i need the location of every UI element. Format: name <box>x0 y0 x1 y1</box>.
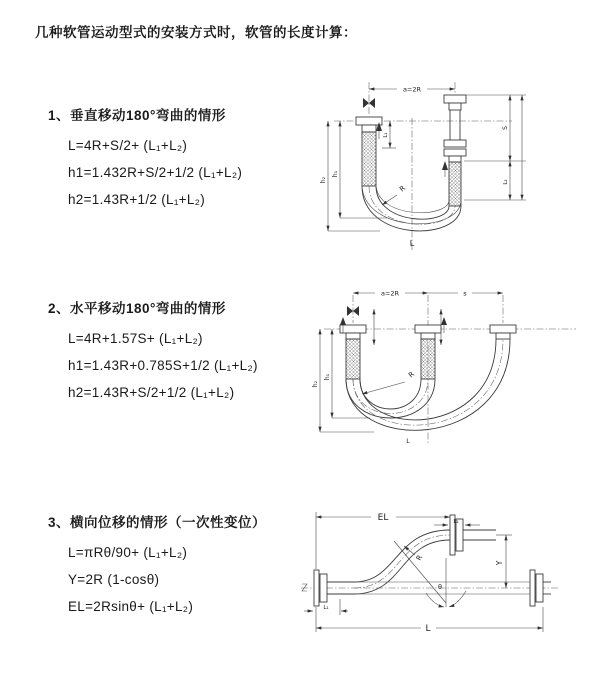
section-3-heading: 3、横向位移的情形（一次性变位） <box>48 515 267 530</box>
dim-label-l1: L₁ <box>323 605 329 611</box>
page-title: 几种软管运动型式的安装方式时，软管的长度计算： <box>35 25 357 40</box>
length-label: L <box>409 239 415 248</box>
formula-line: L=4R+1.57S+ (L₁+L₂) <box>68 331 203 346</box>
dim-label-s: S <box>502 126 509 130</box>
dim-label-a2r: a=2R <box>380 289 400 298</box>
angle-arc <box>426 593 444 607</box>
hose-braid <box>346 339 360 379</box>
formula-line: h2=1.43R+1/2 (L₁+L₂) <box>68 192 206 207</box>
dim-label-l2: L₂ <box>503 179 509 185</box>
middle-flange-fitting <box>415 325 441 379</box>
formula-line: h1=1.43R+0.785S+1/2 (L₁+L₂) <box>68 358 258 373</box>
hose-u-bend <box>346 379 435 418</box>
section-1-heading: 1、垂直移动180°弯曲的情形 <box>48 108 226 123</box>
dim-label-l1: L₁ <box>383 132 389 138</box>
dim-label-h2: h₂ <box>312 380 319 388</box>
right-flange-fitting <box>444 95 466 206</box>
section-vertical-motion <box>48 104 328 207</box>
section-2-heading: 2、水平移动180°弯曲的情形 <box>48 301 226 316</box>
radius-label: R <box>407 370 417 380</box>
hose-u-bend <box>362 184 461 231</box>
diagram-lateral-displacement <box>298 503 600 645</box>
angle-label: θ <box>438 583 442 591</box>
centerline-break-mark <box>302 584 307 591</box>
formula-line: EL=2Rsinθ+ (L₁+L₂) <box>68 599 194 614</box>
formula-line: L=πRθ/90+ (L₁+L₂) <box>68 545 188 560</box>
length-label: L <box>425 624 431 634</box>
dim-label-el: EL <box>377 513 389 523</box>
radius-label: R <box>398 184 408 194</box>
radius-label: R <box>414 553 425 562</box>
length-label: L <box>406 437 410 445</box>
dim-label-l2: L₂ <box>453 519 459 525</box>
dim-label-a2r: a=2R <box>402 85 422 94</box>
dim-label-h2: h₂ <box>320 176 327 184</box>
hose-braid <box>421 339 435 379</box>
section-lateral-displacement <box>48 511 328 614</box>
diagram-horizontal-180-bend <box>308 281 600 453</box>
dim-label-s: s <box>463 289 467 298</box>
hose-s-curve <box>354 530 450 594</box>
dim-label-h1: h₁ <box>332 170 339 178</box>
hose-braid <box>362 132 376 186</box>
left-flange-fitting <box>340 325 366 379</box>
angle-arc <box>449 591 466 607</box>
formula-line: Y=2R (1-cosθ) <box>68 572 160 587</box>
diagram-vertical-180-bend <box>312 76 592 256</box>
formula-line: h1=1.432R+S/2+1/2 (L₁+L₂) <box>68 165 243 180</box>
hose-braid <box>449 162 461 206</box>
dim-label-h1: h₁ <box>324 373 331 381</box>
dim-label-y: Y <box>495 560 504 566</box>
right-flange-fitting <box>490 325 516 339</box>
section-horizontal-motion <box>48 297 328 400</box>
formula-line: L=4R+S/2+ (L₁+L₂) <box>68 138 188 153</box>
formula-line: h2=1.43R+S/2+1/2 (L₁+L₂) <box>68 385 235 400</box>
